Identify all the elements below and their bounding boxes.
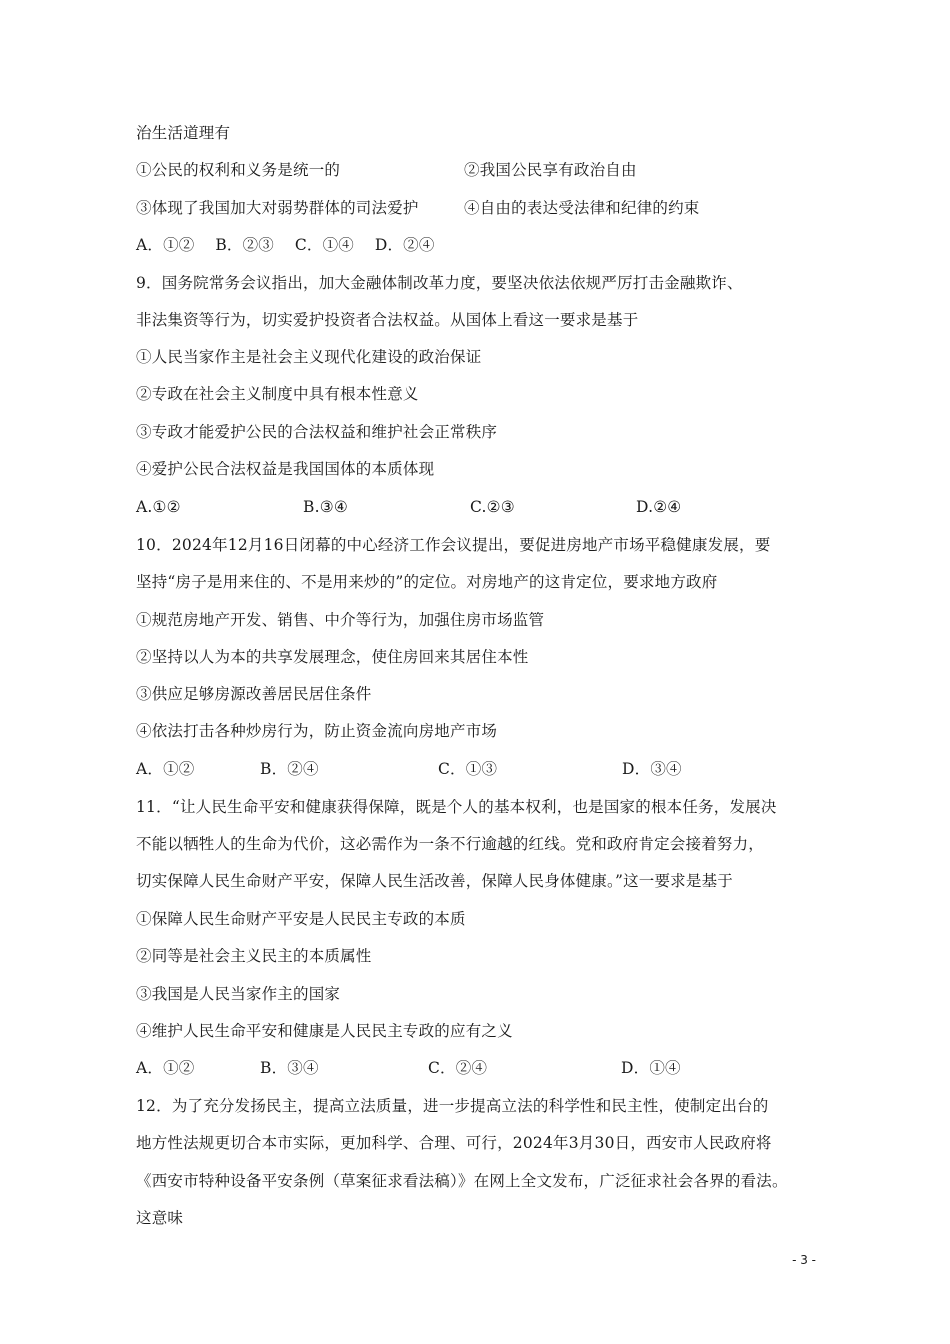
choice-c: C．①③	[438, 760, 498, 778]
choice-a: A．①②	[136, 760, 195, 778]
choice-b: B.③④	[303, 498, 348, 516]
answer-choices	[136, 497, 816, 517]
text-line: 治生活道理有	[136, 124, 231, 142]
choice-b: B．②④	[260, 760, 319, 778]
statement-4: ④维护人民生命平安和健康是人民民主专政的应有之义	[136, 1022, 513, 1040]
statement-4: ④依法打击各种炒房行为，防止资金流向房地产市场	[136, 722, 498, 740]
question-text: 10．2024年12月16日闭幕的中心经济工作会议提出，要促进房地产市场平稳健康发展，要	[136, 536, 771, 554]
page-number: - 3 -	[792, 1253, 816, 1267]
question-text: 坚持“房子是用来住的、不是用来炒的”的定位。对房地产的这肯定位，要求地方政府	[136, 573, 718, 591]
choice-d: D.②④	[636, 498, 682, 516]
choice-a: A.①②	[136, 498, 181, 516]
question-text: 不能以牺牲人的生命为代价，这必需作为一条不行逾越的红线。党和政府肯定会接着努力，	[136, 835, 765, 853]
option-4: ④自由的表达受法律和纪律的约束	[464, 199, 700, 217]
question-text: 地方性法规更切合本市实际，更加科学、合理、可行，2024年3月30日，西安市人民政府将	[136, 1134, 772, 1152]
statement-1: ①保障人民生命财产平安是人民民主专政的本质	[136, 910, 466, 928]
choice-d: D．①④	[621, 1059, 681, 1077]
question-text: 12．为了充分发扬民主，提高立法质量，进一步提高立法的科学性和民主性，使制定出台的	[136, 1097, 769, 1115]
option-1: ①公民的权利和义务是统一的	[136, 161, 341, 179]
statement-3: ③专政才能爱护公民的合法权益和维护社会正常秩序	[136, 423, 498, 441]
question-text: 11．“让人民生命平安和健康获得保障，既是个人的基本权利，也是国家的根本任务，发展决	[136, 798, 777, 816]
choice-b: B．③④	[260, 1059, 319, 1077]
option-2: ②我国公民享有政治自由	[464, 161, 637, 179]
question-text: 非法集资等行为，切实爱护投资者合法权益。从国体上看这一要求是基于	[136, 311, 639, 329]
option-row	[136, 160, 816, 180]
question-text: 9．国务院常务会议指出，加大金融体制改革力度，要坚决依法依规严厉打击金融欺诈、	[136, 274, 743, 292]
statement-2: ②同等是社会主义民主的本质属性	[136, 947, 372, 965]
choice-d: D．③④	[622, 760, 682, 778]
statement-2: ②坚持以人为本的共享发展理念，使住房回来其居住本性	[136, 648, 529, 666]
choice-a: A．①②	[136, 1059, 195, 1077]
statement-1: ①规范房地产开发、销售、中介等行为，加强住房市场监管	[136, 611, 545, 629]
statement-4: ④爱护公民合法权益是我国国体的本质体现	[136, 460, 435, 478]
statement-1: ①人民当家作主是社会主义现代化建设的政治保证	[136, 348, 482, 366]
statement-3: ③供应足够房源改善居民居住条件	[136, 685, 372, 703]
statement-2: ②专政在社会主义制度中具有根本性意义	[136, 385, 419, 403]
choice-c: C.②③	[470, 498, 515, 516]
statement-3: ③我国是人民当家作主的国家	[136, 985, 341, 1003]
choice-c: C．②④	[428, 1059, 488, 1077]
answer-choices	[136, 759, 816, 779]
option-row	[136, 198, 816, 218]
question-text: 《西安市特种设备平安条例（草案征求看法稿）》在网上全文发布，广泛征求社会各界的看法。	[136, 1172, 788, 1190]
question-text: 这意味	[136, 1209, 184, 1227]
answer-choices	[136, 1058, 816, 1078]
option-3: ③体现了我国加大对弱势群体的司法爱护	[136, 199, 419, 217]
question-text: 切实保障人民生命财产平安，保障人民生活改善，保障人民身体健康。”这一要求是基于	[136, 872, 733, 890]
answer-choices: A．①② B．②③ C．①④ D．②④	[136, 236, 435, 254]
